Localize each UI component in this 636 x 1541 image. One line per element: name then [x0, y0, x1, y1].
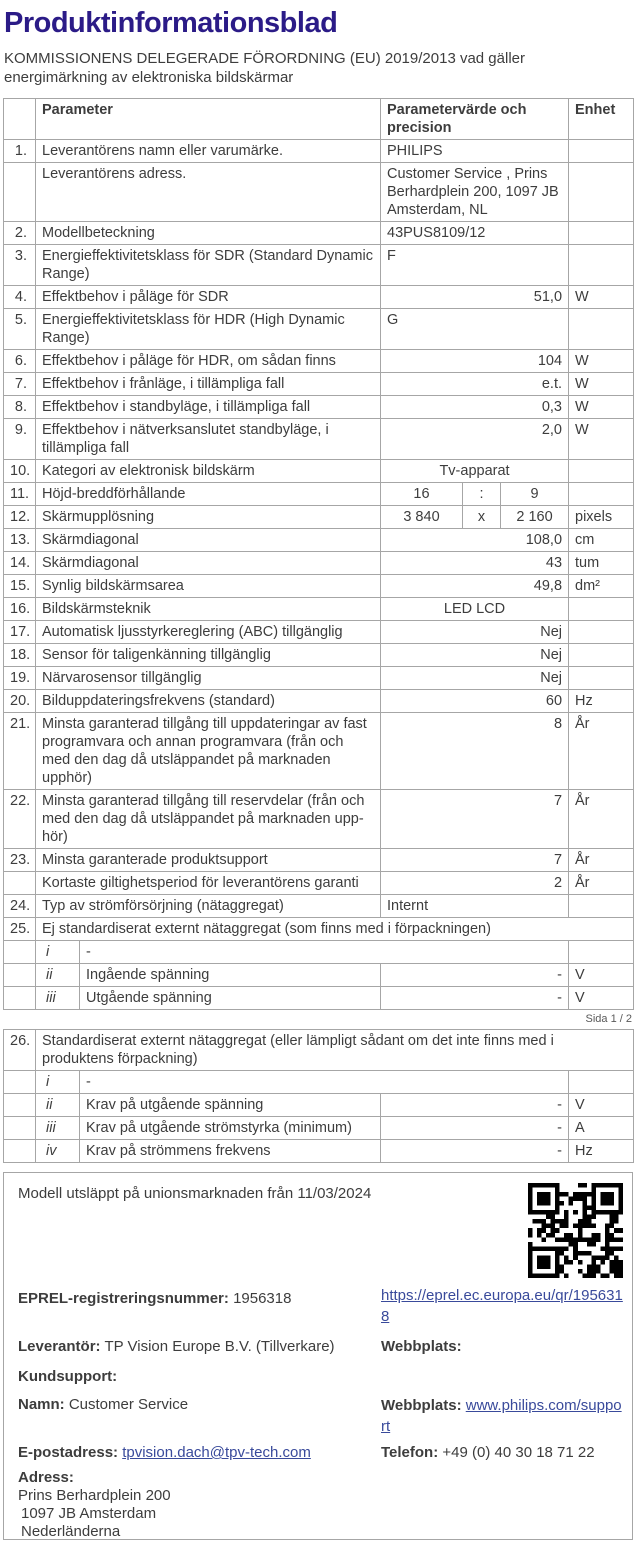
param-label: Effektbehov i påläge för SDR [36, 286, 381, 309]
parameter-table-page1 [3, 98, 634, 1010]
param-unit: V [569, 964, 634, 987]
param-unit: A [569, 1117, 634, 1140]
param-unit: Hz [569, 690, 634, 713]
param-label: Effektbehov i nätverksanslutet standbyläge, i tillämpliga fall [36, 419, 381, 460]
row-number: 13. [4, 529, 36, 552]
param-value: 49,8 [381, 575, 569, 598]
row-number: 20. [4, 690, 36, 713]
param-unit: År [569, 872, 634, 895]
param-label: Energieffektivitetsklass för SDR (Standard Dynamic Range) [36, 245, 381, 286]
address-line: Prins Berhardplein 200 [18, 1487, 171, 1504]
page-title: Produktinformationsblad [4, 7, 338, 39]
param-value: G [381, 309, 569, 350]
row-number: 22. [4, 790, 36, 849]
row-letter: i [36, 941, 80, 964]
eprel-label: EPREL-registreringsnummer: [18, 1290, 229, 1307]
row-number: 23. [4, 849, 36, 872]
table-row [4, 690, 634, 713]
website-label: Webbplats: [381, 1338, 462, 1355]
param-unit [569, 667, 634, 690]
param-label: Krav på utgående spänning [80, 1094, 381, 1117]
row-number: 1. [4, 140, 36, 163]
param-value: 60 [381, 690, 569, 713]
row-number: 18. [4, 644, 36, 667]
regulation-subtitle: KOMMISSIONENS DELEGERADE FÖRORDNING (EU) 2019/2013 vad gäller energimärkning av elektroniska bildskärmar [4, 50, 525, 86]
param-unit: År [569, 713, 634, 790]
param-label: Minsta garanterad tillgång till uppdateringar av fast programvara och annan programvara (från och med den dag då utsläppandet på marknaden upphör) [36, 713, 381, 790]
row-letter: ii [36, 1094, 80, 1117]
table-row [4, 140, 634, 163]
param-value: - [80, 941, 569, 964]
param-unit [569, 598, 634, 621]
param-unit: W [569, 419, 634, 460]
table-row [4, 163, 634, 222]
row-number: 2. [4, 222, 36, 245]
param-value: 2 160 [501, 506, 569, 529]
email-link[interactable]: tpvision.dach@tpv-tech.com [122, 1444, 311, 1461]
table-row [4, 1117, 634, 1140]
param-value: Customer Service , Prins Berhardplein 200, 1097 JB Amsterdam, NL [381, 163, 569, 222]
row-number [4, 1140, 36, 1163]
param-value: PHILIPS [381, 140, 569, 163]
row-number [4, 163, 36, 222]
row-number: 19. [4, 667, 36, 690]
param-label: Krav på utgående strömstyrka (minimum) [80, 1117, 381, 1140]
param-value: 104 [381, 350, 569, 373]
customer-support-label: Kundsupport: [18, 1368, 118, 1385]
param-label: Skärmdiagonal [36, 552, 381, 575]
row-letter: ii [36, 964, 80, 987]
param-value: - [381, 1094, 569, 1117]
row-number: 3. [4, 245, 36, 286]
param-label: Effektbehov i standbyläge, i tillämpliga fall [36, 396, 381, 419]
table-row [4, 529, 634, 552]
table-row [4, 790, 634, 849]
param-value: Nej [381, 644, 569, 667]
param-value: 7 [381, 790, 569, 849]
qr-code-icon [528, 1183, 623, 1278]
email-label: E-postadress: [18, 1444, 119, 1461]
phone-label: Telefon: [381, 1444, 439, 1461]
row-number: 14. [4, 552, 36, 575]
param-unit [569, 163, 634, 222]
table-row [4, 598, 634, 621]
row-number: 15. [4, 575, 36, 598]
table-row [4, 350, 634, 373]
param-value: 51,0 [381, 286, 569, 309]
row-number: 24. [4, 895, 36, 918]
table-row [4, 1030, 634, 1071]
table-row [4, 667, 634, 690]
support-website-line [381, 1395, 623, 1437]
row-number [4, 1117, 36, 1140]
row-number: 8. [4, 396, 36, 419]
param-unit [569, 895, 634, 918]
param-unit [569, 460, 634, 483]
row-number: 25. [4, 918, 36, 941]
header-parameter: Parameter [36, 99, 381, 140]
table-row [4, 941, 634, 964]
phone-value: +49 (0) 40 30 18 71 22 [442, 1444, 595, 1461]
param-label: Ingående spänning [80, 964, 381, 987]
param-value: e.t. [381, 373, 569, 396]
row-number: 10. [4, 460, 36, 483]
row-number: 7. [4, 373, 36, 396]
param-unit: År [569, 790, 634, 849]
param-value: 43 [381, 552, 569, 575]
row-number [4, 941, 36, 964]
table-row [4, 575, 634, 598]
param-unit: Hz [569, 1140, 634, 1163]
support-website-link[interactable]: www.philips.com/support [381, 1397, 622, 1435]
supplier-label: Leverantör: [18, 1338, 101, 1355]
param-value: - [381, 1140, 569, 1163]
param-label: Skärmupplösning [36, 506, 381, 529]
address-block [18, 1469, 171, 1541]
param-label: Minsta garanterad tillgång till reservdelar (från och med den dag då utsläppandet på marknaden upphör) [36, 790, 381, 849]
row-number [4, 964, 36, 987]
param-value: F [381, 245, 569, 286]
website-line [381, 1337, 462, 1357]
address-label: Adress: [18, 1469, 74, 1486]
param-value: 2,0 [381, 419, 569, 460]
row-number [4, 872, 36, 895]
page-number: Sida 1 / 2 [585, 1013, 632, 1025]
address-line: 1097 JB Amsterdam [21, 1505, 157, 1522]
param-label: Bilduppdateringsfrekvens (standard) [36, 690, 381, 713]
param-value: Internt [381, 895, 569, 918]
param-unit: W [569, 373, 634, 396]
row-number: 16. [4, 598, 36, 621]
param-label: Leverantörens adress. [36, 163, 381, 222]
param-unit [569, 941, 634, 964]
table-row [4, 396, 634, 419]
param-unit [569, 644, 634, 667]
param-value: 0,3 [381, 396, 569, 419]
table-row [4, 1140, 634, 1163]
param-label: Kategori av elektronisk bildskärm [36, 460, 381, 483]
param-label: Standardiserat externt nätaggregat (eller lämpligt sådant om det inte finns med i produktens förpackning) [36, 1030, 634, 1071]
address-line: Nederländerna [21, 1523, 121, 1540]
param-label: Effektbehov i frånläge, i tillämpliga fall [36, 373, 381, 396]
param-label: Synlig bildskärmsarea [36, 575, 381, 598]
param-label: Krav på strömmens frekvens [80, 1140, 381, 1163]
email-line [18, 1443, 311, 1463]
param-value: 9 [501, 483, 569, 506]
param-label: Energieffektivitetsklass för HDR (High Dynamic Range) [36, 309, 381, 350]
param-unit: tum [569, 552, 634, 575]
table-row [4, 987, 634, 1010]
param-unit: dm² [569, 575, 634, 598]
param-unit: W [569, 286, 634, 309]
param-unit: V [569, 987, 634, 1010]
table-row [4, 245, 634, 286]
param-label: Leverantörens namn eller varumärke. [36, 140, 381, 163]
param-unit: V [569, 1094, 634, 1117]
header-value: Parametervärde och precision [381, 99, 569, 140]
table-row [4, 1094, 634, 1117]
eprel-registration-line [18, 1289, 291, 1309]
param-unit [569, 621, 634, 644]
table-row [4, 849, 634, 872]
row-number: 5. [4, 309, 36, 350]
param-value: 8 [381, 713, 569, 790]
table-row [4, 872, 634, 895]
table-row [4, 1071, 634, 1094]
param-label: Sensor för taligenkänning tillgänglig [36, 644, 381, 667]
support-name-line [18, 1395, 188, 1415]
param-value: Tv-apparat [381, 460, 569, 483]
param-value: Nej [381, 621, 569, 644]
table-row [4, 506, 634, 529]
param-label: Höjd-breddförhållande [36, 483, 381, 506]
param-unit: År [569, 849, 634, 872]
row-number: 26. [4, 1030, 36, 1071]
param-label: Bildskärmsteknik [36, 598, 381, 621]
param-label: Automatisk ljusstyrkereglering (ABC) tillgänglig [36, 621, 381, 644]
row-letter: i [36, 1071, 80, 1094]
row-number: 11. [4, 483, 36, 506]
param-value: 16 [381, 483, 463, 506]
param-label: Modellbeteckning [36, 222, 381, 245]
param-unit [569, 222, 634, 245]
value-separator: : [463, 483, 501, 506]
param-value: Nej [381, 667, 569, 690]
table-row [4, 309, 634, 350]
param-value: - [80, 1071, 569, 1094]
param-label: Ej standardiserat externt nätaggregat (som finns med i förpackningen) [36, 918, 634, 941]
header-unit: Enhet [569, 99, 634, 140]
row-number: 4. [4, 286, 36, 309]
supplier-info-box [3, 1172, 633, 1540]
param-unit [569, 309, 634, 350]
table-row [4, 419, 634, 460]
param-value: - [381, 987, 569, 1010]
row-letter: iv [36, 1140, 80, 1163]
param-label: Minsta garanterade produktsupport [36, 849, 381, 872]
table-row [4, 222, 634, 245]
table-row [4, 644, 634, 667]
table-row [4, 286, 634, 309]
product-fiche-page [0, 7, 636, 1540]
name-label: Namn: [18, 1396, 65, 1413]
param-value: 3 840 [381, 506, 463, 529]
table-row [4, 483, 634, 506]
param-label: Typ av strömförsörjning (nätaggregat) [36, 895, 381, 918]
table-row [4, 964, 634, 987]
param-value: 2 [381, 872, 569, 895]
eprel-link-block [381, 1285, 623, 1327]
param-label: Effektbehov i påläge för HDR, om sådan finns [36, 350, 381, 373]
row-number [4, 987, 36, 1010]
param-unit: pixels [569, 506, 634, 529]
parameter-table-page2 [3, 1029, 634, 1163]
param-value: 43PUS8109/12 [381, 222, 569, 245]
table-header-row [4, 99, 634, 140]
row-letter: iii [36, 987, 80, 1010]
phone-line [381, 1443, 595, 1463]
row-number: 6. [4, 350, 36, 373]
table-row [4, 373, 634, 396]
param-value: - [381, 964, 569, 987]
table-row [4, 895, 634, 918]
param-unit [569, 245, 634, 286]
supplier-line [18, 1337, 335, 1357]
value-separator: x [463, 506, 501, 529]
website2-label: Webbplats: [381, 1397, 462, 1414]
param-unit [569, 1071, 634, 1094]
table-row [4, 621, 634, 644]
table-row [4, 918, 634, 941]
param-unit: W [569, 350, 634, 373]
param-label: Kortaste giltighetsperiod för leverantörens garanti [36, 872, 381, 895]
eprel-link[interactable]: https://eprel.ec.europa.eu/qr/1956318 [381, 1287, 623, 1325]
eprel-number: 1956318 [233, 1290, 292, 1307]
param-value: 7 [381, 849, 569, 872]
param-label: Skärmdiagonal [36, 529, 381, 552]
name-value: Customer Service [68, 1396, 189, 1413]
table-row [4, 552, 634, 575]
supplier-value: TP Vision Europe B.V. (Tillverkare) [104, 1338, 335, 1355]
param-unit [569, 483, 634, 506]
table-row [4, 713, 634, 790]
market-release-line: Modell utsläppt på unionsmarknaden från 11/03/2024 [18, 1185, 372, 1202]
row-number: 9. [4, 419, 36, 460]
row-number [4, 1071, 36, 1094]
param-value: 108,0 [381, 529, 569, 552]
param-label: Närvarosensor tillgänglig [36, 667, 381, 690]
param-value: - [381, 1117, 569, 1140]
header-corner [4, 99, 36, 140]
table-row [4, 460, 634, 483]
row-number: 21. [4, 713, 36, 790]
row-number: 12. [4, 506, 36, 529]
row-number: 17. [4, 621, 36, 644]
param-unit: W [569, 396, 634, 419]
param-unit: cm [569, 529, 634, 552]
param-unit [569, 140, 634, 163]
param-label: Utgående spänning [80, 987, 381, 1010]
row-letter: iii [36, 1117, 80, 1140]
row-number [4, 1094, 36, 1117]
param-value: LED LCD [381, 598, 569, 621]
